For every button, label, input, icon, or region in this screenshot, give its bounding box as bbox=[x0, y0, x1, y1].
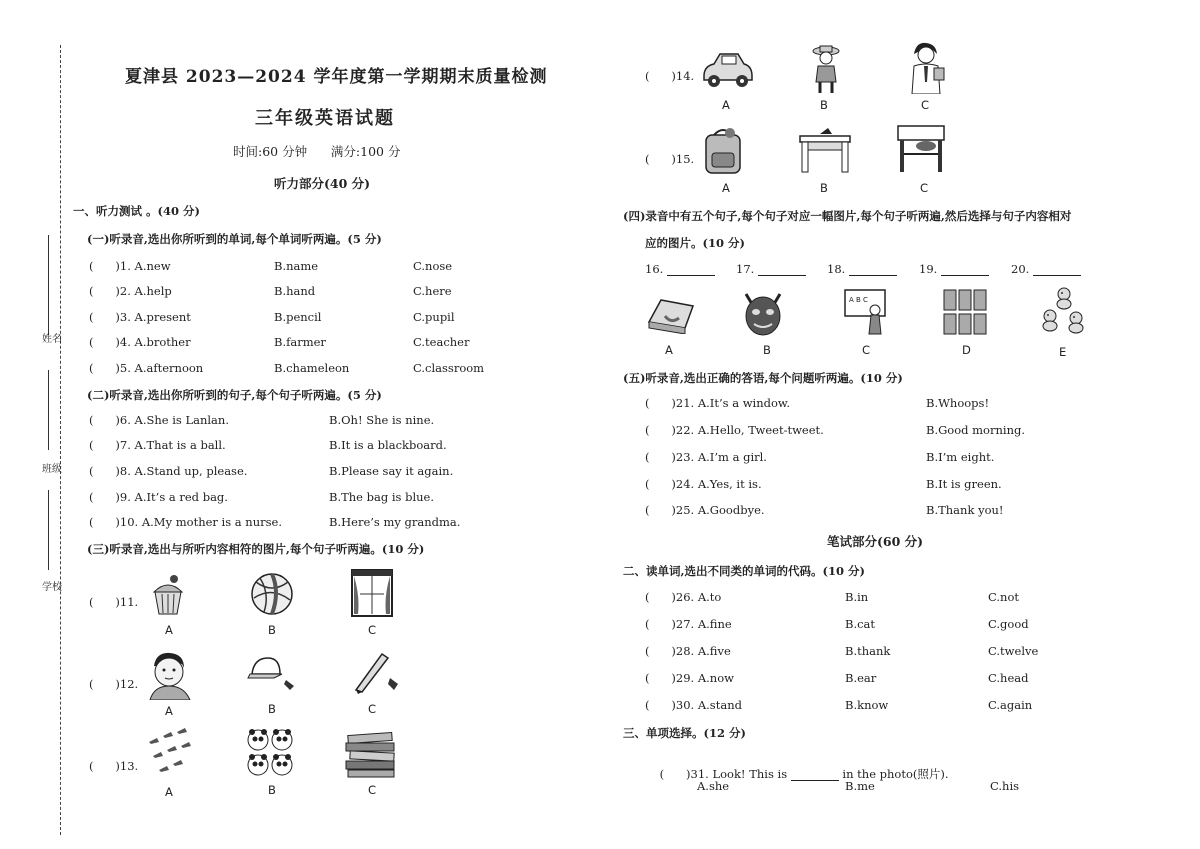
option-label: A bbox=[165, 785, 173, 799]
item-a: ( )29. A.now bbox=[645, 671, 734, 685]
option-label: B bbox=[763, 343, 771, 357]
listening-header: 听力部分(40 分) bbox=[274, 176, 371, 191]
question-number: ( )12. bbox=[89, 677, 139, 691]
item-c: C.pupil bbox=[413, 310, 455, 324]
item-c: C.here bbox=[413, 284, 452, 298]
eraser-icon bbox=[645, 294, 697, 334]
option-label: B bbox=[820, 98, 828, 112]
item-b: B.Whoops! bbox=[926, 396, 990, 410]
item-a: ( )7. A.That is a ball. bbox=[89, 438, 226, 452]
item-a: ( )1. A.new bbox=[89, 259, 171, 273]
pen-icon bbox=[352, 648, 400, 694]
option-label: E bbox=[1059, 345, 1067, 359]
item-b: B.in bbox=[845, 590, 869, 604]
birds-icon bbox=[145, 728, 193, 778]
item-b: B.thank bbox=[845, 644, 891, 658]
pandas-icon bbox=[246, 728, 296, 778]
item-c: C.again bbox=[988, 698, 1033, 712]
part2-heading: (二)听录音,选出你所听到的句子,每个句子听两遍。(5 分) bbox=[87, 388, 382, 402]
item-a: ( )10. A.My mother is a nurse. bbox=[89, 515, 282, 529]
item-a: ( )28. A.five bbox=[645, 644, 731, 658]
desk-icon bbox=[798, 128, 852, 174]
section1-heading: 一、听力测试 。(40 分) bbox=[73, 204, 200, 218]
item-a: ( )27. A.fine bbox=[645, 617, 732, 631]
item-b: B.cat bbox=[845, 617, 876, 631]
item-a: ( )9. A.It’s a red bag. bbox=[89, 490, 228, 504]
section2-heading: 二、读单词,选出不同类的单词的代码。(10 分) bbox=[623, 564, 865, 578]
item-a: ( )24. A.Yes, it is. bbox=[645, 477, 762, 491]
item-c: C.head bbox=[988, 671, 1029, 685]
question-number: ( )14. bbox=[645, 69, 695, 83]
question-31: ( )31. Look! This is in the photo(照片). bbox=[659, 767, 949, 781]
margin-school-label: 学校 bbox=[42, 582, 62, 593]
item-a: ( )23. A.I’m a girl. bbox=[645, 450, 767, 464]
answer-blank[interactable]: 16. bbox=[645, 262, 715, 276]
item-a: ( )4. A.brother bbox=[89, 335, 191, 349]
svg-text:A B C: A B C bbox=[849, 296, 868, 304]
option-label: B bbox=[268, 702, 276, 716]
item-b: B.hand bbox=[274, 284, 316, 298]
margin-class-label: 班级 bbox=[42, 464, 62, 475]
part4-heading-cont: 应的图片。(10 分) bbox=[645, 236, 745, 250]
dogs-icon bbox=[1040, 286, 1090, 338]
option-label: D bbox=[962, 343, 971, 357]
margin-name-label: 姓名 bbox=[42, 334, 62, 345]
item-c: C.not bbox=[988, 590, 1019, 604]
chair-icon bbox=[896, 124, 946, 174]
window-icon bbox=[350, 568, 394, 618]
item-b: B.name bbox=[274, 259, 319, 273]
item-a: ( )21. A.It’s a window. bbox=[645, 396, 791, 410]
ball-icon bbox=[250, 572, 294, 616]
item-b: B.I’m eight. bbox=[926, 450, 995, 464]
item-b: B.It is a blackboard. bbox=[329, 438, 447, 452]
item-a: ( )5. A.afternoon bbox=[89, 361, 204, 375]
item-b: B.know bbox=[845, 698, 889, 712]
teacher-board-icon bbox=[843, 288, 891, 338]
cupcake-icon bbox=[150, 572, 186, 616]
item-c: C.teacher bbox=[413, 335, 470, 349]
car-icon bbox=[700, 50, 754, 90]
option-label: C bbox=[368, 783, 377, 797]
item-b: B.Here’s my grandma. bbox=[329, 515, 461, 529]
option-label: B bbox=[268, 783, 276, 797]
item-a: ( )25. A.Goodbye. bbox=[645, 503, 765, 517]
boy-icon bbox=[146, 650, 192, 700]
part4-heading: (四)录音中有五个句子,每个句子对应一幅图片,每个句子听两遍,然后选择与句子内容相对 bbox=[623, 209, 1072, 223]
item-b: B.pencil bbox=[274, 310, 322, 324]
option-a: A.she bbox=[697, 779, 730, 793]
part5-heading: (五)听录音,选出正确的答语,每个问题听两遍。(10 分) bbox=[623, 371, 903, 385]
item-b: B.Thank you! bbox=[926, 503, 1004, 517]
part3-heading: (三)听录音,选出与所听内容相符的图片,每个句子听两遍。(10 分) bbox=[87, 542, 425, 556]
item-b: B.Good morning. bbox=[926, 423, 1025, 437]
option-label: C bbox=[920, 181, 929, 195]
option-c: C.his bbox=[990, 779, 1020, 793]
bag-icon bbox=[700, 125, 746, 175]
item-c: C.nose bbox=[413, 259, 453, 273]
option-label: C bbox=[368, 623, 377, 637]
mask-icon bbox=[742, 292, 784, 338]
exam-title: 夏津县 2023—2024 学年度第一学期期末质量检测 bbox=[125, 67, 548, 87]
item-a: ( )22. A.Hello, Tweet-tweet. bbox=[645, 423, 824, 437]
section3-heading: 三、单项选择。(12 分) bbox=[623, 726, 746, 740]
option-label: A bbox=[722, 98, 730, 112]
item-a: ( )30. A.stand bbox=[645, 698, 742, 712]
question-number: ( )13. bbox=[89, 759, 139, 773]
exam-subtitle: 三年级英语试题 bbox=[255, 108, 395, 129]
option-label: C bbox=[862, 343, 871, 357]
option-label: C bbox=[921, 98, 930, 112]
answer-blank[interactable] bbox=[791, 770, 839, 781]
cap-icon bbox=[246, 652, 298, 692]
item-b: B.farmer bbox=[274, 335, 326, 349]
item-c: C.classroom bbox=[413, 361, 485, 375]
answer-blank[interactable]: 19. bbox=[919, 262, 989, 276]
question-number: ( )11. bbox=[89, 595, 139, 609]
item-b: B.It is green. bbox=[926, 477, 1002, 491]
option-label: A bbox=[165, 623, 173, 637]
item-c: C.good bbox=[988, 617, 1029, 631]
item-a: ( )2. A.help bbox=[89, 284, 172, 298]
item-b: B.Oh! She is nine. bbox=[329, 413, 435, 427]
answer-blank[interactable]: 17. bbox=[736, 262, 806, 276]
item-a: ( )3. A.present bbox=[89, 310, 191, 324]
doors-icon bbox=[942, 288, 988, 336]
teacher-icon bbox=[906, 42, 946, 94]
item-c: C.twelve bbox=[988, 644, 1039, 658]
written-header: 笔试部分(60 分) bbox=[827, 534, 924, 549]
farmer-icon bbox=[810, 44, 842, 94]
item-b: B.chameleon bbox=[274, 361, 350, 375]
exam-meta: 时间:60 分钟 满分:100 分 bbox=[233, 144, 401, 159]
books-icon bbox=[344, 730, 398, 778]
item-b: B.ear bbox=[845, 671, 877, 685]
part1-heading: (一)听录音,选出你所听到的单词,每个单词听两遍。(5 分) bbox=[87, 232, 382, 246]
option-label: A bbox=[665, 343, 673, 357]
item-b: B.The bag is blue. bbox=[329, 490, 435, 504]
question-number: ( )15. bbox=[645, 152, 695, 166]
option-b: B.me bbox=[845, 779, 875, 793]
item-a: ( )8. A.Stand up, please. bbox=[89, 464, 248, 478]
answer-blank[interactable]: 18. bbox=[827, 262, 897, 276]
item-a: ( )26. A.to bbox=[645, 590, 722, 604]
option-label: B bbox=[820, 181, 828, 195]
answer-blank[interactable]: 20. bbox=[1011, 262, 1081, 276]
option-label: A bbox=[722, 181, 730, 195]
option-label: A bbox=[165, 704, 173, 718]
item-a: ( )6. A.She is Lanlan. bbox=[89, 413, 229, 427]
option-label: B bbox=[268, 623, 276, 637]
option-label: C bbox=[368, 702, 377, 716]
item-b: B.Please say it again. bbox=[329, 464, 454, 478]
